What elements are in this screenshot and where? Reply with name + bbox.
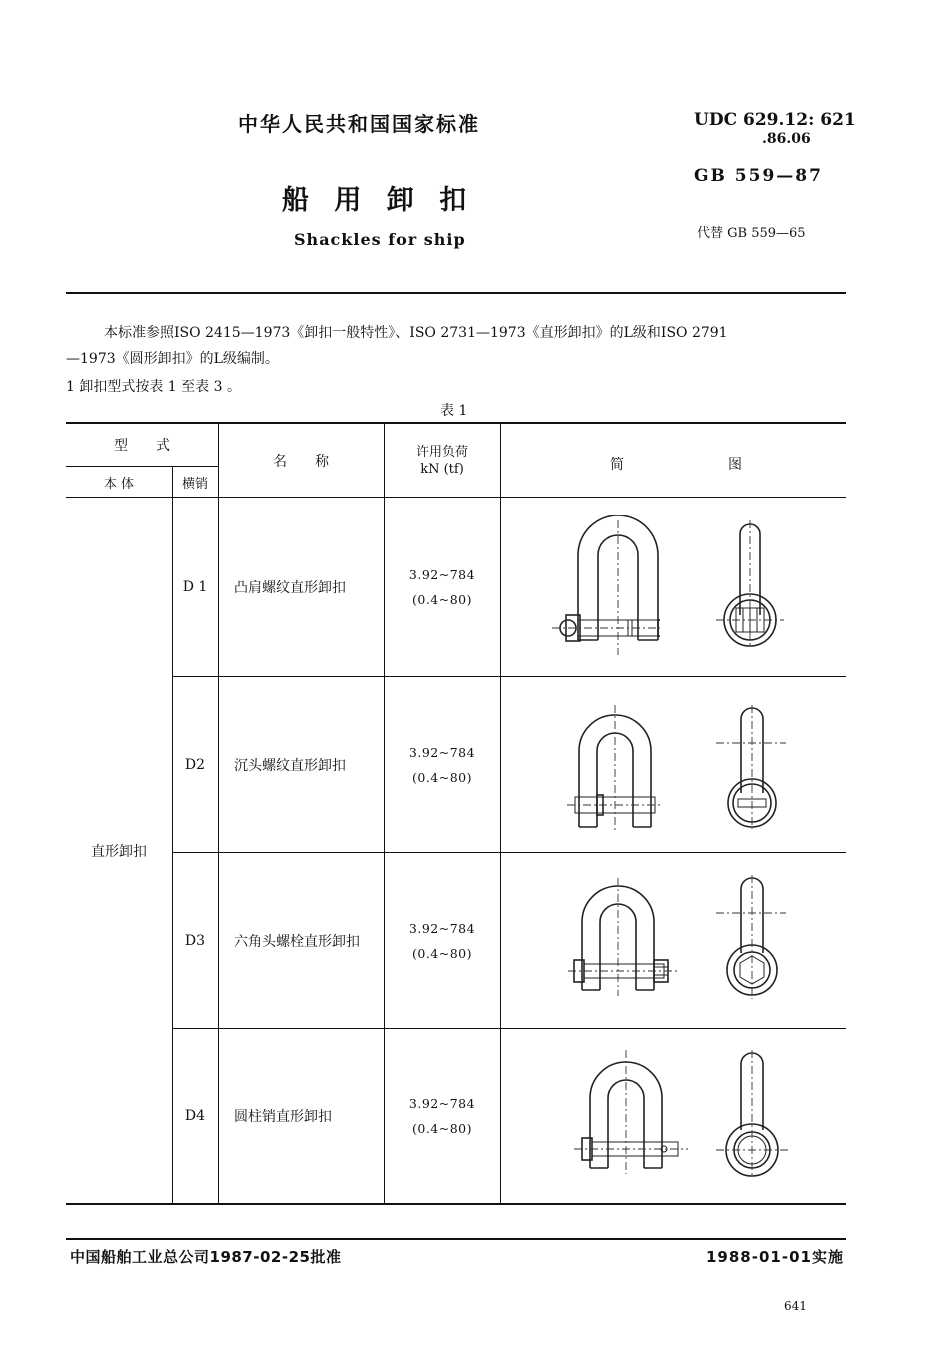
header-load — [384, 424, 500, 497]
replaces-note: 代替 GB 559—65 — [697, 226, 806, 241]
title-chinese: 船 用 卸 扣 — [282, 185, 475, 216]
load-kn: 3.92~784 — [408, 744, 476, 760]
shackle-d2-side-drawing — [712, 705, 792, 830]
load-kn: 3.92~784 — [408, 1096, 476, 1111]
pin-code: D2 — [184, 756, 206, 773]
clause-1: 1 卸扣型式按表 1 至表 3 。 — [66, 379, 241, 395]
issuing-authority: 中华人民共和国国家标准 — [238, 112, 480, 136]
header-body: 本 体 — [103, 476, 135, 492]
shackle-name: 沉头螺纹直形卸扣 — [234, 757, 346, 774]
load-tf: (0.4~80) — [411, 592, 472, 607]
header-pin: 横销 — [181, 476, 208, 492]
table-bottom-rule — [66, 1203, 846, 1205]
shackle-d4-front-drawing — [572, 1050, 692, 1175]
header-sketch-right: 图 — [728, 457, 742, 473]
intro-line-2: —1973《圆形卸扣》的L级编制。 — [66, 351, 279, 367]
load-tf: (0.4~80) — [411, 945, 472, 961]
pin-code: D 1 — [182, 579, 208, 595]
intro-line-1: 本标准参照ISO 2415—1973《卸扣一般特性》、ISO 2731—1973《直形卸扣》的L级和ISO 2791 — [104, 325, 728, 341]
load-tf: (0.4~80) — [411, 1121, 472, 1136]
load-cell — [384, 498, 500, 676]
gb-code: GB 559—87 — [694, 166, 823, 186]
header-load-label: 许用负荷 — [415, 444, 468, 460]
udc-code-cont: .86.06 — [762, 131, 811, 147]
shackle-d4-side-drawing — [712, 1050, 792, 1180]
load-kn: 3.92~784 — [408, 920, 476, 936]
load-cell — [384, 1029, 500, 1203]
shackle-d2-front-drawing — [565, 705, 665, 835]
load-tf: (0.4~80) — [411, 769, 472, 785]
col-divider — [218, 423, 219, 1204]
title-english: Shackles for ship — [294, 230, 466, 249]
shackle-d1-front-drawing — [540, 515, 660, 660]
header-type: 型 式 — [114, 438, 170, 454]
table-caption: 表 1 — [440, 403, 468, 419]
shackle-d1-side-drawing — [710, 520, 790, 650]
shackle-name: 凸肩螺纹直形卸扣 — [234, 580, 346, 596]
load-kn: 3.92~784 — [408, 567, 476, 582]
effective-date: 1988-01-01实施 — [706, 1248, 844, 1266]
body-type-cell: 直形卸扣 — [91, 844, 147, 860]
shackle-d3-front-drawing — [568, 878, 688, 998]
shackle-d3-side-drawing — [712, 875, 792, 1000]
col-divider — [500, 423, 501, 1204]
header-load-unit: kN (tf) — [420, 461, 464, 477]
footer-rule — [66, 1238, 846, 1240]
header-rule — [66, 292, 846, 294]
approval-note: 中国船舶工业总公司1987-02-25批准 — [70, 1248, 342, 1266]
shackle-name: 六角头螺栓直形卸扣 — [234, 933, 360, 950]
pin-code: D4 — [184, 1108, 206, 1124]
load-cell — [384, 677, 500, 852]
udc-code: UDC 629.12: 621 — [694, 110, 856, 130]
page-number: 641 — [784, 1299, 807, 1313]
header-sketch-left: 简 — [610, 457, 624, 473]
header-name: 名 称 — [273, 453, 329, 470]
pin-code: D3 — [184, 932, 206, 949]
shackle-name: 圆柱销直形卸扣 — [234, 1109, 332, 1125]
load-cell — [384, 853, 500, 1028]
